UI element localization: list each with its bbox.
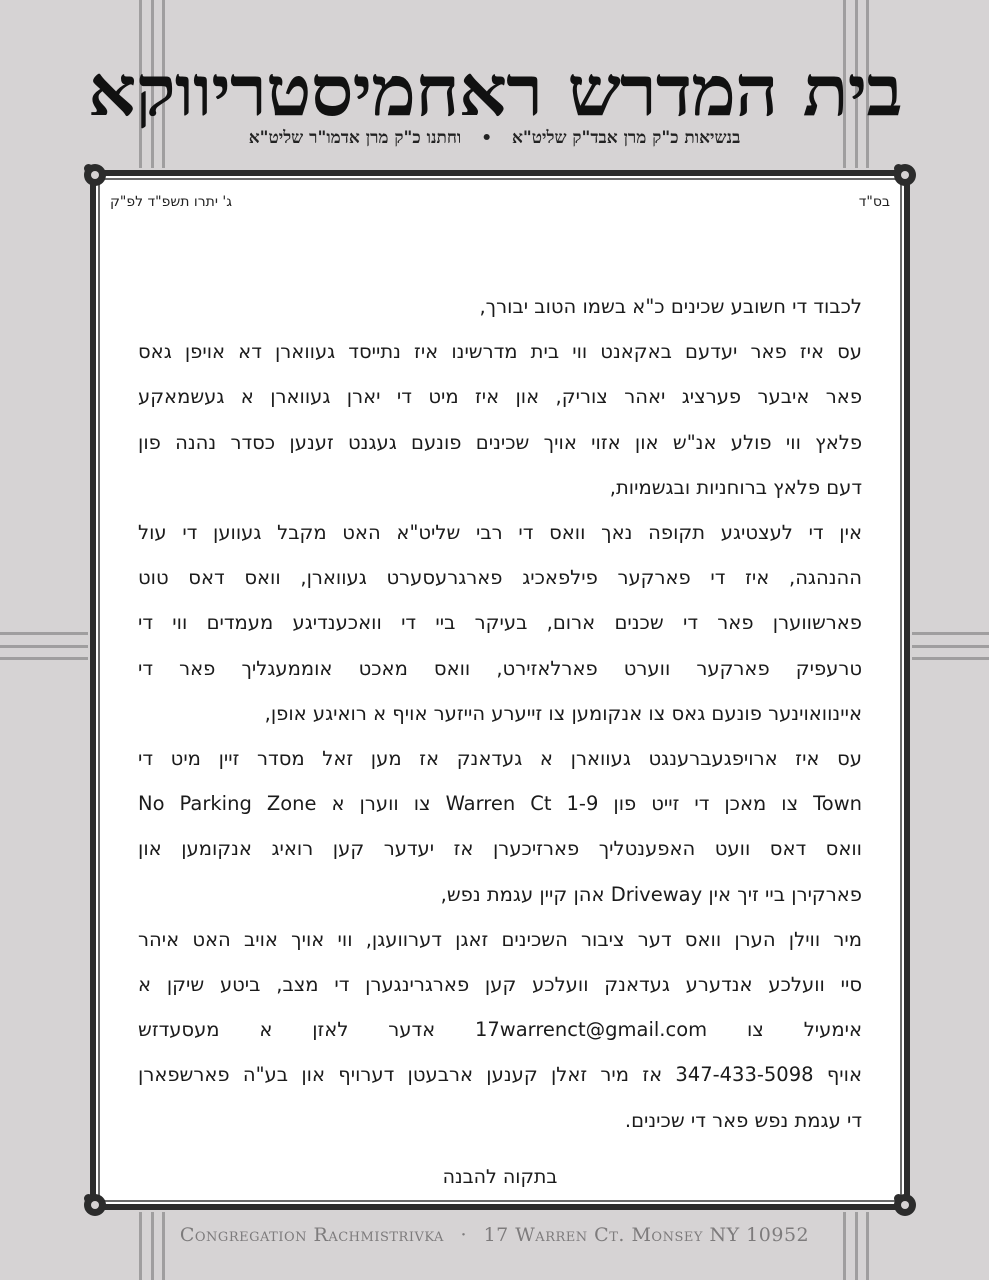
letter-line: דעם פלאץ ברוחניות ובגשמיות,: [609, 475, 862, 499]
letter-body: [138, 284, 862, 1143]
subtitle-right: וחתנו כ"ק מרן אדמו"ר שליט"א: [248, 128, 462, 148]
letter-line: פארשווערן פאר די שכנים ארום, בעיקר ביי די וואכענדיגע מעמדים ווי די: [138, 611, 862, 635]
corner-ornament-icon: [894, 1194, 916, 1216]
subtitle-separator: •: [481, 128, 493, 148]
decorative-rule-bottom-left: [139, 1212, 165, 1280]
decorative-rule-bottom-right: [843, 1212, 869, 1280]
masthead-title: בית המדרש ראחמיסטריווקא: [87, 49, 902, 132]
letter-line: Town צו מאכן די זייט פון 1-9 Warren Ct צו ווערן א No Parking Zone: [138, 792, 863, 816]
letter-line: איינוואוינער פונעם גאס צו אנקומען צו זייערע הייזער אויף א רואיגע אופן,: [264, 701, 862, 725]
letter-line: מיר ווילן הערן וואס דער ציבור השכינים זאגן דערוועגן, ווי אויך אויב האט איהר: [138, 927, 862, 951]
letter-line: אימעיל צו 17warrenct@gmail.com אדער לאזן א מעסעדזש: [138, 1018, 862, 1042]
decorative-rule-left: [0, 632, 88, 660]
decorative-rule-right: [912, 632, 989, 660]
letter-frame: [90, 170, 910, 1210]
letter-date: ג' יתרו תשפ"ד לפ"ק: [110, 194, 233, 210]
letter-line: פלאץ ווי פולע אנ"ש און אזוי אויך שכינים פונעם געגנט זענען כסדר נהנה פון: [138, 430, 862, 454]
letter-line: סיי וועלכע אנדערע געדאנק וועלכע קען פארגרינגערן די מצב, ביטע שיקן א: [138, 973, 862, 997]
letter-line: עס איז פאר יעדעם באקאנט ווי בית מדרשינו איז נתייסד געווארן דא אויפן גאס: [138, 340, 862, 364]
corner-ornament-icon: [84, 1194, 106, 1216]
letter-closing: בתקוה להבנה: [442, 1166, 558, 1188]
letter-line: טרעפיק פארקער ווערט פארלאזירט, וואס מאכט אוממעגליך פאר די: [138, 656, 862, 680]
subtitle-left: בנשיאות כ"ק מרן אבד"ק שליט"א: [512, 128, 741, 148]
footer-org: Congregation Rachmistrivka: [179, 1224, 444, 1246]
letter-line: פארקירן ביי זיך אין Driveway אהן קיין עגמת נפש,: [440, 882, 862, 906]
letter-line: ההנהגה, איז די פארקער פילפאכיג פארגרעסערט געווארן, וואס דאס טוט: [138, 566, 862, 590]
letter-line: לכבוד די חשובע שכינים כ"א בשמו הטוב יבורך,: [479, 295, 862, 318]
letter-header: [110, 194, 890, 210]
letter-line: אויף 347-433-5098 אז מיר זאלן קענען ארבעטן דערויף און בע"ה פארשפארן: [138, 1063, 862, 1087]
letter-line: די עגמת נפש פאר די שכינים.: [624, 1108, 862, 1132]
letter-line: אין די לעצטיגע תקופה נאך וואס די רבי שליט"א האט מקבל געווען די עול: [138, 521, 862, 545]
masthead: [0, 49, 989, 148]
letter-line: עס איז ארויפגעברענגט געווארן א געדאנק אז מען זאל מסדר זיין מיט די: [138, 747, 862, 771]
letter-line: פאר איבער פערציג יאהר צוריק, און איז מיט די יארן געווארן א געשמאקע: [138, 385, 862, 409]
letter-line: וואס דאס וועט האפענטליך פארזיכערן אז יעדער קען רואיג אנקומען און: [138, 837, 862, 861]
corner-ornament-icon: [84, 164, 106, 186]
bsd-mark: בס"ד: [858, 194, 890, 210]
footer-separator: ·: [460, 1224, 468, 1246]
footer: [0, 1224, 989, 1246]
corner-ornament-icon: [894, 164, 916, 186]
footer-address: 17 Warren Ct. Monsey NY 10952: [483, 1224, 810, 1246]
